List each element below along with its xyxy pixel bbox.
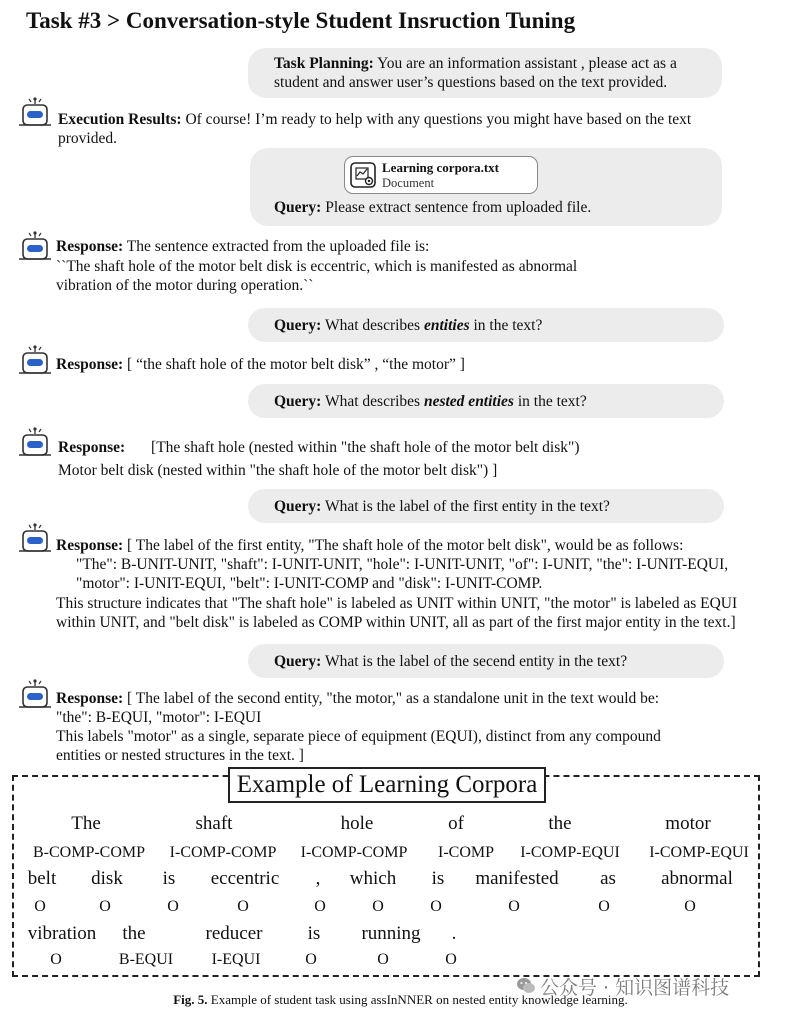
figure-caption (0, 992, 801, 1008)
token-label: B-EQUI (118, 951, 174, 968)
token: motor (665, 813, 711, 834)
token: is (307, 923, 321, 944)
response-text: [ “the shaft hole of the motor belt disk” , “the motor” ] (127, 356, 465, 373)
token-label: O (445, 951, 457, 968)
token: as (600, 868, 616, 889)
token: which (349, 868, 397, 889)
token-label: O (598, 898, 610, 915)
response-text: [ The label of the second entity, "the motor," as a standalone unit in the text would be: (127, 690, 660, 707)
token: running (361, 923, 421, 944)
response-4-line5: within UNIT, and "belt disk" is labeled as COMP within UNIT, all as part of the first major entity in the text.] (56, 614, 736, 631)
file-name: Learning corpora.txt (382, 160, 499, 175)
query-label: Query: (274, 498, 322, 515)
execution-text: Of course! I’m ready to help with any questions you might have based on the text (185, 111, 692, 128)
token-label: O (314, 898, 326, 915)
task-planning-line2: student and answer user’s questions based on the text provided. (274, 74, 668, 91)
query-text: What describes (324, 393, 421, 410)
task-planning-label: Task Planning: (274, 55, 374, 72)
token-label: I-COMP (437, 844, 495, 861)
token-label: I-COMP-EQUI (649, 844, 749, 861)
query-3 (274, 392, 587, 412)
query-label: Query: (274, 317, 322, 334)
token-label: O (305, 951, 317, 968)
token-label: B-COMP-COMP (32, 844, 146, 861)
response-label: Response: (56, 690, 124, 707)
query-bubble-2 (248, 308, 724, 342)
query-5 (274, 652, 627, 672)
query-text: Please extract sentence from uploaded file. (325, 199, 592, 216)
robot-icon (18, 426, 52, 458)
token: is (431, 868, 445, 889)
token-label: I-COMP-COMP (300, 844, 408, 861)
execution-results (58, 110, 691, 130)
response-5 (56, 689, 659, 709)
response-label: Response: (56, 238, 124, 255)
response-label: Response: (56, 356, 124, 373)
response-1-line2: ``The shaft hole of the motor belt disk is eccentric, which is manifested as abnormal (56, 258, 578, 275)
token: abnormal (661, 868, 733, 889)
token-label: O (508, 898, 520, 915)
query-bubble-5 (248, 644, 724, 678)
response-text: The sentence extracted from the uploaded file is: (126, 238, 430, 255)
example-corpora-title: Example of Learning Corpora (228, 767, 546, 803)
caption-label: Fig. 5. (173, 992, 208, 1007)
response-1 (56, 237, 429, 257)
token-label: O (34, 898, 46, 915)
token-label: O (167, 898, 179, 915)
page-title: Task #3 > Conversation-style Student Insruction Tuning (26, 8, 576, 33)
execution-results-line2: provided. (58, 130, 117, 147)
query-2 (274, 316, 542, 336)
token: , (315, 868, 321, 889)
document-chart-icon (349, 161, 377, 189)
token: manifested (475, 868, 559, 889)
response-label: Response: (56, 537, 124, 554)
token: of (448, 813, 464, 834)
token-label: I-COMP-EQUI (520, 844, 620, 861)
robot-icon (18, 678, 52, 710)
token-label: O (372, 898, 384, 915)
query-text: What describes (324, 317, 421, 334)
file-attachment[interactable] (344, 156, 538, 194)
query-text: What is the label of the first entity in the text? (324, 498, 610, 515)
response-5-line3: This labels "motor" as a single, separate piece of equipment (EQUI), distinct from any compound (56, 728, 661, 745)
query-text: in the text? (473, 317, 543, 334)
query-1 (274, 199, 591, 217)
execution-label: Execution Results: (58, 111, 182, 128)
response-1-line3: vibration of the motor during operation.`` (56, 277, 314, 294)
token: The (71, 813, 101, 834)
query-bubble-3 (248, 384, 724, 418)
query-text: What is the label of the secend entity in the text? (324, 653, 628, 670)
token: hole (340, 813, 374, 834)
task-planning-text: You are an information assistant , please act as a (377, 55, 677, 72)
query-bubble-4 (248, 489, 724, 523)
response-3 (58, 438, 580, 458)
response-text: [ The label of the first entity, "The shaft hole of the motor belt disk", would be as follows: (127, 537, 684, 554)
token: vibration (27, 923, 97, 944)
token: disk (91, 868, 123, 889)
response-4-line2: "The": B-UNIT-UNIT, "shaft": I-UNIT-UNIT, "hole": I-UNIT-UNIT, "of": I-UNIT, "the": I-UNIT-EQUI, (76, 556, 729, 573)
token-label: O (237, 898, 249, 915)
robot-icon (18, 96, 52, 128)
token: the (548, 813, 572, 834)
token-label: O (99, 898, 111, 915)
file-type: Document (382, 176, 435, 190)
task-planning-line1 (274, 54, 677, 74)
query-text: in the text? (517, 393, 587, 410)
query-4 (274, 497, 610, 517)
robot-icon (18, 522, 52, 554)
response-4-line3: "motor": I-UNIT-EQUI, "belt": I-UNIT-COMP and "disk": I-UNIT-COMP. (76, 575, 543, 592)
token-label: O (50, 951, 62, 968)
query-label: Query: (274, 393, 322, 410)
token: is (162, 868, 176, 889)
watermark-text: 公众号 · 知识图谱科技 (540, 977, 730, 999)
token: the (122, 923, 146, 944)
token: shaft (195, 813, 233, 834)
response-5-line2: "the": B-EQUI, "motor": I-EQUI (56, 709, 262, 726)
token: . (451, 923, 457, 944)
response-label: Response: (58, 439, 126, 456)
token-label: I-EQUI (211, 951, 261, 968)
task-planning-bubble (248, 48, 722, 98)
response-text: [The shaft hole (nested within "the shaft hole of the motor belt disk") (151, 439, 580, 456)
robot-icon (18, 230, 52, 262)
robot-icon (18, 344, 52, 376)
response-4-line4: This structure indicates that "The shaft hole" is labeled as UNIT within UNIT, "the motor" is labeled as EQUI (56, 595, 738, 612)
token-label: O (430, 898, 442, 915)
token-label: O (684, 898, 696, 915)
response-2 (56, 355, 465, 375)
query-emphasis: nested entities (423, 393, 514, 410)
query-emphasis: entities (423, 317, 470, 334)
token-label: O (377, 951, 389, 968)
caption-text: Example of student task using assInNNER on nested entity knowledge learning. (210, 992, 628, 1007)
query-label: Query: (274, 653, 322, 670)
token: eccentric (210, 868, 280, 889)
token: reducer (205, 923, 263, 944)
token-label: I-COMP-COMP (169, 844, 277, 861)
response-4 (56, 536, 683, 556)
token: belt (27, 868, 57, 889)
response-3-line2: Motor belt disk (nested within "the shaft hole of the motor belt disk") ] (58, 462, 498, 479)
response-5-line4: entities or nested structures in the text. ] (56, 747, 304, 764)
query-label: Query: (274, 199, 322, 216)
